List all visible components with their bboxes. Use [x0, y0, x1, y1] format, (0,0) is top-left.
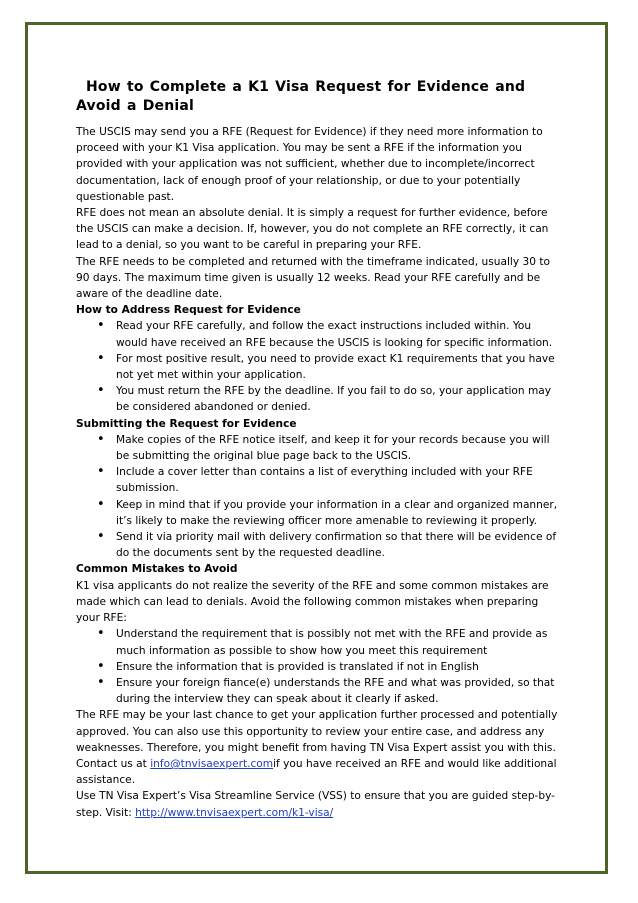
- closing-paragraph-2: [76, 788, 564, 820]
- list-item: • Read your RFE carefully, and follow the exact instructions included within. You would have received an RFE because the USCIS is looking for specific information.: [76, 318, 564, 350]
- website-link[interactable]: http://www.tnvisaexpert.com/k1-visa/: [135, 806, 334, 819]
- list-item: • Keep in mind that if you provide your information in a clear and organized manner, it’s likely to make the reviewing officer more amenable to reviewing it properly.: [76, 497, 564, 529]
- closing-paragraph-1: [76, 707, 564, 788]
- title-line-1: How to Complete a K1 Visa Request for Evidence and: [86, 79, 526, 95]
- list-item: • Include a cover letter than contains a list of everything included with your RFE submission.: [76, 464, 564, 496]
- document-body: [76, 78, 564, 821]
- intro-paragraph-2: RFE does not mean an absolute denial. It is simply a request for further evidence, before the USCIS can make a decision. If, however, you do not complete an RFE correctly, it can lead to a denial, so you want to be careful in preparing your RFE.: [76, 207, 549, 252]
- list-item: • Make copies of the RFE notice itself, and keep it for your records because you will be submitting the original blue page back to the USCIS.: [76, 432, 564, 464]
- submitting-list: [76, 432, 564, 562]
- list-item: • Send it via priority mail with delivery confirmation so that there will be evidence of do the documents sent by the requested deadline.: [76, 529, 564, 561]
- list-item: • You must return the RFE by the deadline. If you fail to do so, your application may be considered abandoned or denied.: [76, 383, 564, 415]
- list-item: • For most positive result, you need to provide exact K1 requirements that you have not yet met within your application.: [76, 351, 564, 383]
- section-heading-address: How to Address Request for Evidence: [76, 304, 301, 317]
- intro-paragraph-3: The RFE needs to be completed and returned with the timeframe indicated, usually 30 to 90 days. The maximum time given is usually 12 weeks. Read your RFE carefully and be aware of the deadline date.: [76, 255, 550, 301]
- section-heading-mistakes: Common Mistakes to Avoid: [76, 563, 238, 576]
- document-title: [76, 78, 564, 116]
- closing-text-end: if you have received an RFE and would like additional assistance.: [76, 757, 557, 787]
- title-line-2: Avoid a Denial: [76, 98, 195, 114]
- mistakes-intro: K1 visa applicants do not realize the severity of the RFE and some common mistakes are made which can lead to denials. Avoid the following common mistakes when preparing your RFE:: [76, 579, 549, 625]
- closing-text-2: Use TN Visa Expert’s Visa Streamline Service (VSS) to ensure that you are guided step-by-step. Visit:: [76, 790, 555, 819]
- closing-text: The RFE may be your last chance to get your application further processed and potentially approved. You can also use this opportunity to review your entire case, and address any weaknesses. Therefore, you might benefit from having TN Visa Expert assist you with this. Contact us at: [76, 709, 558, 770]
- list-item: • Ensure your foreign fiance(e) understands the RFE and what was provided, so that during the interview they can speak about it clearly if asked.: [76, 675, 564, 707]
- section-heading-submitting: Submitting the Request for Evidence: [76, 417, 297, 430]
- address-list: [76, 318, 564, 415]
- list-item: • Understand the requirement that is possibly not met with the RFE and provide as much information as possible to show how you meet this requirement: [76, 626, 564, 658]
- intro-paragraph-1: The USCIS may send you a RFE (Request for Evidence) if they need more information to proceed with your K1 Visa application. You may be sent a RFE if the information you provided with your application was not sufficient, whether due to incomplete/incorrect documentation, lack of enough proof of your relationship, or due to your potentially questionable past.: [76, 126, 543, 203]
- list-item: • Ensure the information that is provided is translated if not in English: [76, 659, 564, 675]
- mistakes-list: [76, 626, 564, 707]
- email-link[interactable]: info@tnvisaexpert.com: [150, 757, 274, 770]
